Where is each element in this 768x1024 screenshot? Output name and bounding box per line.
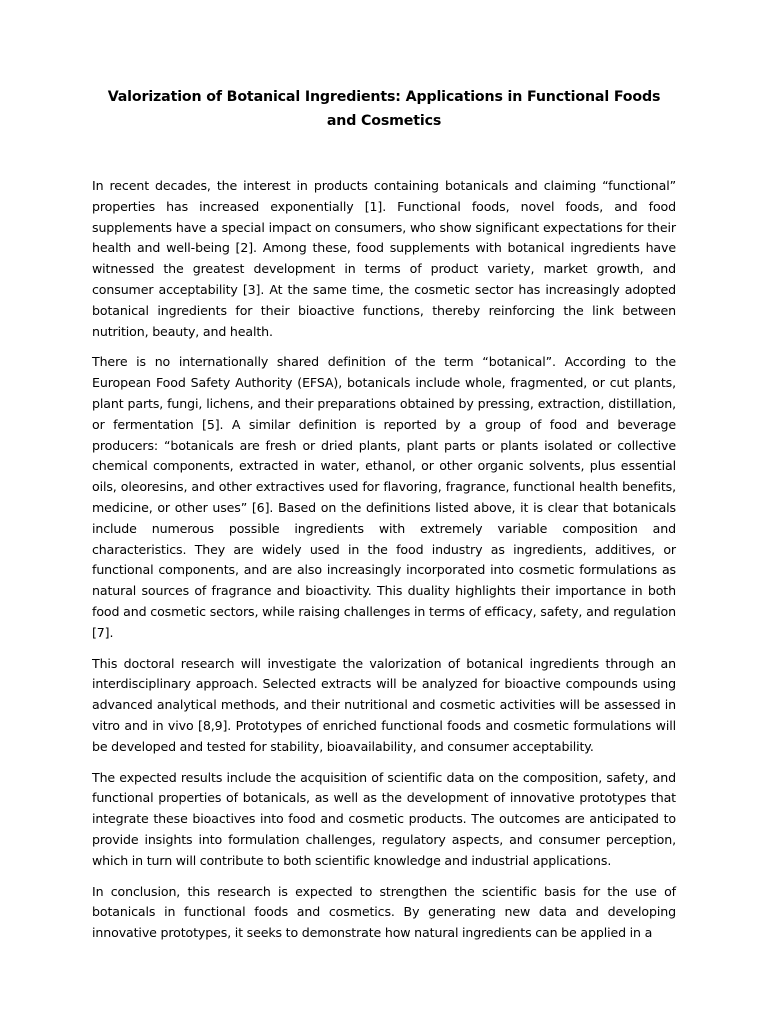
paragraph-introduction: In recent decades, the interest in products containing botanicals and claiming “functional” properties has increased exponentially [1]. Functional foods, novel foods, and food supplements have a special impact on consumers, who show significant expectations for their health and well-being [2]. Among these, food supplements with botanical ingredients have witnessed the greatest development in terms of product variety, market growth, and consumer acceptability [3]. At the same time, the cosmetic sector has increasingly adopted botanical ingredients for their bioactive functions, thereby reinforcing the link between nutrition, beauty, and health. (92, 178, 676, 339)
paragraph-expected-results: The expected results include the acquisition of scientific data on the composition, safety, and functional properties of botanicals, as well as the development of innovative prototypes that integrate these bioactives into food and cosmetic products. The outcomes are anticipated to provide insights into formulation challenges, regulatory aspects, and consumer perception, which in turn will contribute to both scientific knowledge and industrial applications. (92, 769, 676, 868)
paragraph-methods: This doctoral research will investigate the valorization of botanical ingredients through an interdisciplinary approach. Selected extracts will be analyzed for bioactive compounds using advanced analytical methods, and their nutritional and cosmetic activities will be assessed in vitro and in vivo [8,9]. Prototypes of enriched functional foods and cosmetic formulations will be developed and tested for stability, bioavailability, and consumer acceptability. (92, 655, 676, 754)
document-title: Valorization of Botanical Ingredients: Applications in Functional Foods and Cosmetics (107, 89, 661, 129)
document-body (92, 176, 676, 954)
paragraph-conclusion: In conclusion, this research is expected to strengthen the scientific basis for the use of botanicals in functional foods and cosmetics. By generating new data and developing innovative prototypes, it seeks to demonstrate how natural ingredients can be applied in a (92, 883, 676, 941)
paragraph-definition: There is no internationally shared definition of the term “botanical”. According to the European Food Safety Authority (EFSA), botanicals include whole, fragmented, or cut plants, plant parts, fungi, lichens, and their preparations obtained by pressing, extraction, distillation, or fermentation [5]. A similar definition is reported by a group of food and beverage producers: “botanicals are fresh or dried plants, plant parts or plants isolated or collective chemical components, extracted in water, ethanol, or other organic solvents, plus essential oils, oleoresins, and other extractives used for flavoring, fragrance, functional health benefits, medicine, or other uses” [6]. Based on the definitions listed above, it is clear that botanicals include numerous possible ingredients with extremely variable composition and characteristics. They are widely used in the food industry as ingredients, additives, or functional components, and are also increasingly incorporated into cosmetic formulations as natural sources of fragrance and bioactivity. This duality highlights their importance in both food and cosmetic sectors, while raising challenges in terms of efficacy, safety, and regulation [7]. (92, 354, 676, 640)
